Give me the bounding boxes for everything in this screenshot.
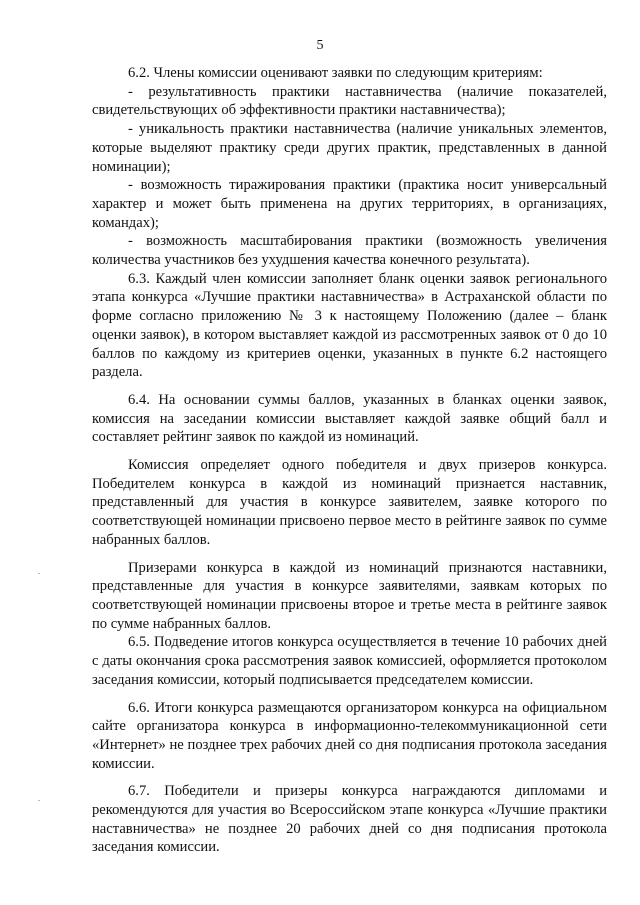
paragraph-prize-winners: Призерами конкурса в каждой из номинаций признаются наставники, представленные для участия в конкурсе заявителями, заявкам которых по соответствующей номинации присвоены второе и третье места в рейтинге заявок по сумме набранных баллов. xyxy=(92,559,607,632)
scan-artifact xyxy=(38,573,40,574)
paragraph-6-5: 6.5. Подведение итогов конкурса осуществляется в течение 10 рабочих дней с даты окончания срока рассмотрения заявок комиссией, оформляется протоколом заседания комиссии, который подписывается председателем комиссии. xyxy=(92,634,607,688)
document-body xyxy=(92,64,607,857)
paragraph-6-3: 6.3. Каждый член комиссии заполняет бланк оценки заявок регионального этапа конкурса «Лучшие практики наставничества» в Астраханской области по форме согласно приложению № 3 к настоящему Положению (далее – бланк оценки заявок), в котором выставляет каждой из рассмотренных заявок от 0 до 10 баллов по каждому из критериев оценки, указанных в пункте 6.2 настоящего раздела. xyxy=(92,270,607,381)
criterion-effectiveness: - результативность практики наставничества (наличие показателей, свидетельствующих об эффективности практики наставничества); xyxy=(92,83,607,119)
paragraph-6-4: 6.4. На основании суммы баллов, указанных в бланках оценки заявок, комиссия на заседании комиссии выставляет каждой заявке общий балл и составляет рейтинг заявок по каждой из номинаций. xyxy=(92,391,607,446)
paragraph-winner: Комиссия определяет одного победителя и двух призеров конкурса. Победителем конкурса в каждой из номинаций признается наставник, представленный для участия в конкурсе заявителем, заявке которого по соответствующей номинации присвоено первое место в рейтинге заявок по сумме набранных баллов. xyxy=(92,457,607,548)
paragraph-6-2-intro: 6.2. Члены комиссии оценивают заявки по следующим критериям: xyxy=(128,65,543,81)
scan-artifact xyxy=(38,800,40,801)
criterion-uniqueness: - уникальность практики наставничества (наличие уникальных элементов, которые выделяют практику среди других практик, представленных в данной номинации); xyxy=(92,121,607,175)
criterion-replicability: - возможность тиражирования практики (практика носит универсальный характер и может быть применена на других территориях, в организациях, командах); xyxy=(92,177,607,231)
criterion-scalability: - возможность масштабирования практики (возможность увеличения количества участников без ухудшения качества конечного результата). xyxy=(92,233,607,269)
page-number: 5 xyxy=(316,38,324,53)
paragraph-6-6: 6.6. Итоги конкурса размещаются организатором конкурса на официальном сайте организатора конкурса в информационно-телекоммуникационной сети «Интернет» не позднее трех рабочих дней со дня подписания протокола заседания комиссии. xyxy=(92,699,607,772)
paragraph-6-7: 6.7. Победители и призеры конкурса награждаются дипломами и рекомендуются для участия во Всероссийском этапе конкурса «Лучшие практики наставничества» не позднее 20 рабочих дней со дня подписания протокола заседания комиссии. xyxy=(92,783,607,856)
